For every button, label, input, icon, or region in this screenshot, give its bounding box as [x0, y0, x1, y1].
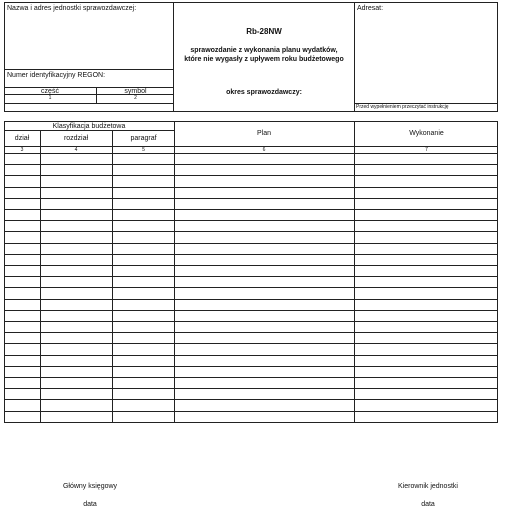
- unit-head-date-label: data: [421, 501, 435, 508]
- table-row[interactable]: [4, 310, 498, 321]
- table-row[interactable]: [4, 276, 498, 287]
- symbol-label: symbol: [124, 88, 147, 95]
- instruction-note: Przed wypełnieniem przeczytać instrukcję: [356, 104, 449, 110]
- table-row[interactable]: [4, 243, 498, 254]
- chief-accountant-label: Główny księgowy: [62, 483, 118, 490]
- form-title-line2: które nie wygasły z upływem roku budżetowego: [184, 56, 344, 63]
- table-row[interactable]: [4, 332, 498, 343]
- table-row[interactable]: [4, 377, 498, 388]
- col-header-plan: Plan: [256, 130, 271, 137]
- form-title-line1: sprawozdanie z wykonania planu wydatków,: [190, 47, 338, 54]
- col-header-dzial: dział: [14, 135, 30, 142]
- form-code: Rb-28NW: [246, 27, 282, 36]
- table-row-line: [4, 146, 498, 147]
- col-number-3: 3: [20, 147, 24, 153]
- col-number-5: 5: [142, 147, 145, 153]
- table-row[interactable]: [4, 299, 498, 310]
- table-column-line: [497, 121, 498, 422]
- symbol-number: 2: [134, 95, 137, 101]
- table-row[interactable]: [4, 164, 498, 175]
- unit-name-label: Nazwa i adres jednostki sprawozdawczej:: [7, 5, 137, 12]
- table-row[interactable]: [4, 366, 498, 377]
- table-row[interactable]: [4, 153, 498, 164]
- table-row[interactable]: [4, 343, 498, 354]
- col-header-paragraf: paragraf: [130, 135, 157, 142]
- chief-accountant-date-label: data: [83, 501, 97, 508]
- regon-label: Numer identyfikacyjny REGON:: [7, 72, 106, 79]
- part-label: część: [41, 88, 59, 95]
- table-row[interactable]: [4, 198, 498, 209]
- table-row[interactable]: [4, 265, 498, 276]
- table-row[interactable]: [4, 220, 498, 231]
- col-header-rozdzial: rozdział: [63, 135, 89, 142]
- table-column-line: [4, 121, 5, 422]
- unit-head-label: Kierownik jednostki: [398, 483, 458, 490]
- table-row[interactable]: [4, 321, 498, 332]
- part-number: 1: [48, 95, 52, 101]
- table-column-line: [354, 121, 355, 422]
- addressee-label: Adresat:: [357, 5, 384, 12]
- table-row[interactable]: [4, 388, 498, 399]
- table-row[interactable]: [4, 399, 498, 410]
- table-column-line: [112, 130, 113, 422]
- col-number-4: 4: [74, 147, 78, 153]
- table-row[interactable]: [4, 355, 498, 366]
- col-number-6: 6: [262, 147, 266, 153]
- table-column-line: [40, 130, 41, 422]
- col-number-7: 7: [425, 147, 428, 153]
- table-row[interactable]: [4, 287, 498, 298]
- table-row[interactable]: [4, 187, 498, 198]
- classification-group-header: Klasyfikacja budżetowa: [52, 123, 126, 130]
- table-row-line: [4, 422, 498, 423]
- table-row[interactable]: [4, 411, 498, 422]
- col-header-wykonanie: Wykonanie: [409, 130, 444, 137]
- period-label: okres sprawozdawczy:: [226, 89, 302, 96]
- table-row[interactable]: [4, 175, 498, 186]
- table-row[interactable]: [4, 209, 498, 220]
- table-row[interactable]: [4, 254, 498, 265]
- table-column-line: [174, 121, 175, 422]
- table-row[interactable]: [4, 231, 498, 242]
